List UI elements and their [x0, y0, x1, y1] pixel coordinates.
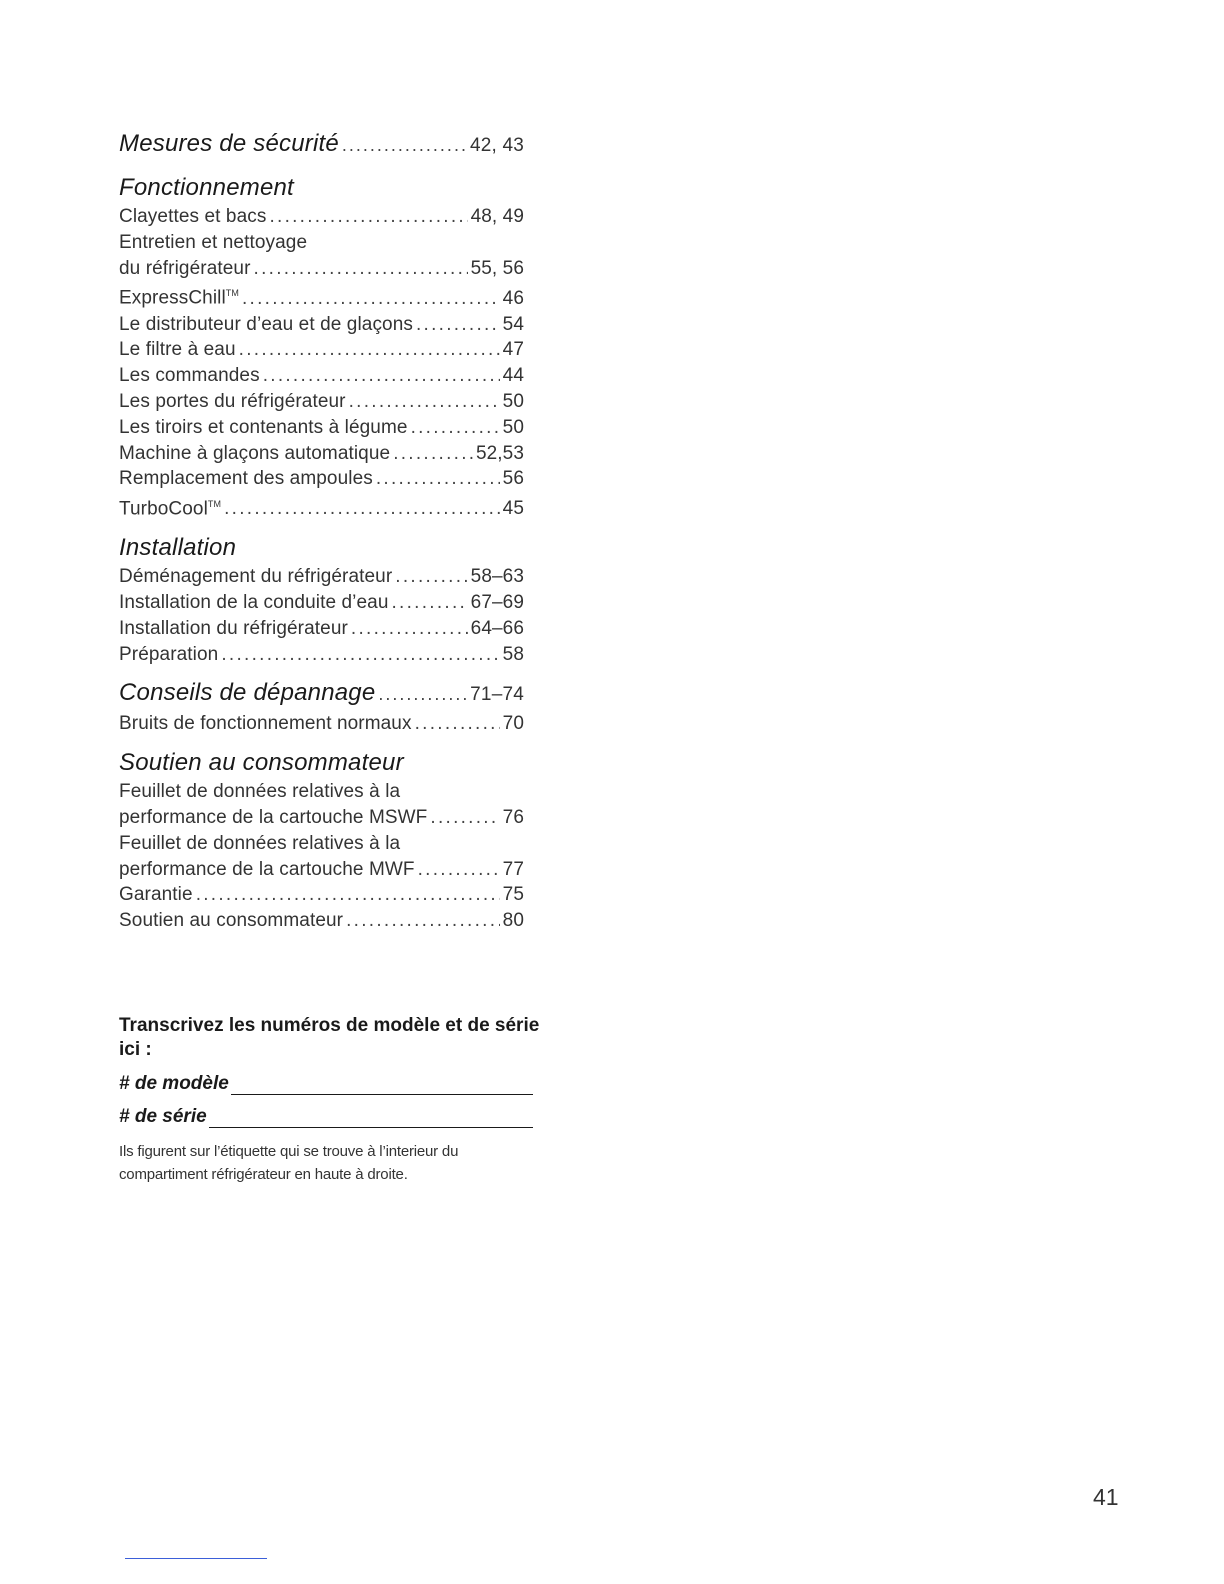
dot-leader: [224, 496, 500, 522]
entry-label-line1: Entretien et nettoyage: [119, 231, 308, 253]
entry-label: Bruits de fonctionnement normaux: [119, 713, 412, 735]
dot-leader: [342, 129, 467, 161]
entry-page: 46: [502, 287, 524, 309]
bottom-rule: [125, 1558, 267, 1559]
table-of-contents: [119, 128, 524, 944]
model-serial-record: [119, 1014, 544, 1186]
entry-label: Machine à glaçons automatique: [119, 442, 391, 464]
entry-page: 52,53: [475, 442, 524, 464]
section-heading: [119, 172, 524, 204]
entry-label: Garantie: [119, 884, 193, 906]
section-support: [119, 747, 524, 934]
entry-label: ExpressChill™: [119, 287, 239, 309]
record-title: Transcrivez les numéros de modèle et de série ici :: [119, 1015, 540, 1060]
dot-leader: [430, 805, 499, 831]
entry-label: Les portes du réfrigérateur: [119, 390, 346, 412]
toc-entry[interactable]: [119, 466, 524, 492]
entry-label: Soutien au consommateur: [119, 910, 344, 932]
trademark-symbol: TM: [225, 288, 239, 299]
dot-leader: [346, 908, 500, 934]
entry-page: 44: [502, 365, 524, 387]
entry-label: du réfrigérateur: [119, 257, 251, 279]
toc-entry[interactable]: [119, 441, 524, 467]
entry-label: Les tiroirs et contenants à légume: [119, 416, 408, 438]
section-title: Installation: [119, 534, 237, 562]
section-heading[interactable]: [119, 677, 524, 711]
toc-entry[interactable]: [119, 281, 524, 311]
entry-page: 55, 56: [470, 257, 524, 279]
entry-page: 56: [502, 468, 524, 490]
entry-label: TurboCool™: [119, 498, 222, 520]
dot-leader: [376, 466, 500, 492]
dot-leader: [378, 678, 467, 710]
toc-entry[interactable]: [119, 642, 524, 668]
toc-entry[interactable]: [119, 204, 524, 230]
entry-label: Installation du réfrigérateur: [119, 617, 348, 639]
section-operation: [119, 172, 524, 522]
toc-entry[interactable]: [119, 711, 524, 737]
section-safety: [119, 128, 524, 162]
page-number: 41: [1093, 1484, 1119, 1510]
entry-page: 54: [502, 313, 524, 335]
serial-number-line[interactable]: [209, 1105, 533, 1128]
dot-leader: [415, 711, 500, 737]
entry-label: performance de la cartouche MWF: [119, 858, 415, 880]
entry-page: 45: [502, 498, 524, 520]
entry-page: 47: [502, 339, 524, 361]
section-page: 71–74: [470, 684, 524, 706]
entry-page: 76: [502, 807, 524, 828]
entry-label: performance de la cartouche MSWF: [119, 807, 428, 828]
section-title: Conseils de dépannage: [119, 679, 376, 707]
dot-leader: [418, 857, 500, 883]
entry-page: 50: [502, 390, 524, 412]
dot-leader: [196, 882, 500, 908]
entry-label: Clayettes et bacs: [119, 206, 267, 227]
entry-page: 58: [502, 643, 524, 665]
section-title: Soutien au consommateur: [119, 749, 404, 777]
section-heading: [119, 532, 524, 564]
section-troubleshooting: [119, 677, 524, 737]
section-title: Mesures de sécurité: [119, 130, 339, 157]
entry-label: Le filtre à eau: [119, 339, 236, 361]
entry-page: 67–69: [470, 592, 524, 614]
serial-number-field[interactable]: [119, 1105, 533, 1128]
entry-page: 64–66: [470, 617, 524, 639]
dot-leader: [411, 415, 500, 441]
dot-leader: [221, 642, 499, 668]
toc-entry[interactable]: [119, 616, 524, 642]
model-number-label: # de modèle: [119, 1073, 229, 1094]
dot-leader: [242, 286, 500, 312]
dot-leader: [416, 312, 500, 338]
section-heading[interactable]: [119, 128, 524, 162]
dot-leader: [351, 616, 468, 642]
entry-page: 80: [502, 910, 524, 932]
toc-entry[interactable]: [119, 564, 524, 590]
section-heading: [119, 747, 524, 779]
dot-leader: [263, 363, 500, 389]
toc-entry[interactable]: [119, 415, 524, 441]
entry-label-line1: Feuillet de données relatives à la: [119, 832, 401, 854]
toc-entry[interactable]: [119, 492, 524, 522]
entry-label: Déménagement du réfrigérateur: [119, 566, 393, 588]
entry-label: Installation de la conduite d’eau: [119, 592, 389, 614]
section-installation: [119, 532, 524, 667]
dot-leader: [349, 389, 500, 415]
toc-entry[interactable]: [119, 312, 524, 338]
model-number-field[interactable]: [119, 1072, 533, 1095]
toc-entry[interactable]: [119, 230, 524, 282]
toc-entry[interactable]: [119, 337, 524, 363]
entry-page: 50: [502, 416, 524, 438]
dot-leader: [392, 590, 468, 616]
serial-number-label: # de série: [119, 1106, 207, 1127]
toc-entry[interactable]: [119, 882, 524, 908]
dot-leader: [239, 337, 500, 363]
trademark-symbol: TM: [207, 499, 222, 510]
entry-page: 48, 49: [470, 206, 524, 227]
dot-leader: [269, 204, 467, 230]
entry-label-line1: Feuillet de données relatives à la: [119, 781, 401, 803]
model-number-line[interactable]: [231, 1072, 533, 1095]
toc-entry[interactable]: [119, 779, 524, 831]
entry-label: Le distributeur d’eau et de glaçons: [119, 313, 413, 335]
entry-page: 75: [502, 884, 524, 906]
entry-label: Remplacement des ampoules: [119, 468, 373, 490]
entry-label: Préparation: [119, 643, 219, 665]
toc-entry[interactable]: [119, 363, 524, 389]
toc-entry[interactable]: [119, 908, 524, 934]
toc-entry[interactable]: [119, 590, 524, 616]
section-page: 42, 43: [469, 135, 524, 156]
entry-page: 77: [502, 858, 524, 880]
dot-leader: [254, 256, 468, 282]
entry-page: 70: [502, 713, 524, 735]
entry-label: Les commandes: [119, 365, 260, 387]
toc-entry[interactable]: [119, 389, 524, 415]
dot-leader: [393, 441, 473, 467]
entry-page: 58–63: [470, 566, 524, 588]
record-note: Ils figurent sur l’étiquette qui se trouve à l’interieur du compartiment réfrigérateur en haute à droite.: [119, 1143, 459, 1183]
section-title: Fonctionnement: [119, 174, 294, 201]
dot-leader: [395, 564, 467, 590]
toc-entry[interactable]: [119, 831, 524, 883]
